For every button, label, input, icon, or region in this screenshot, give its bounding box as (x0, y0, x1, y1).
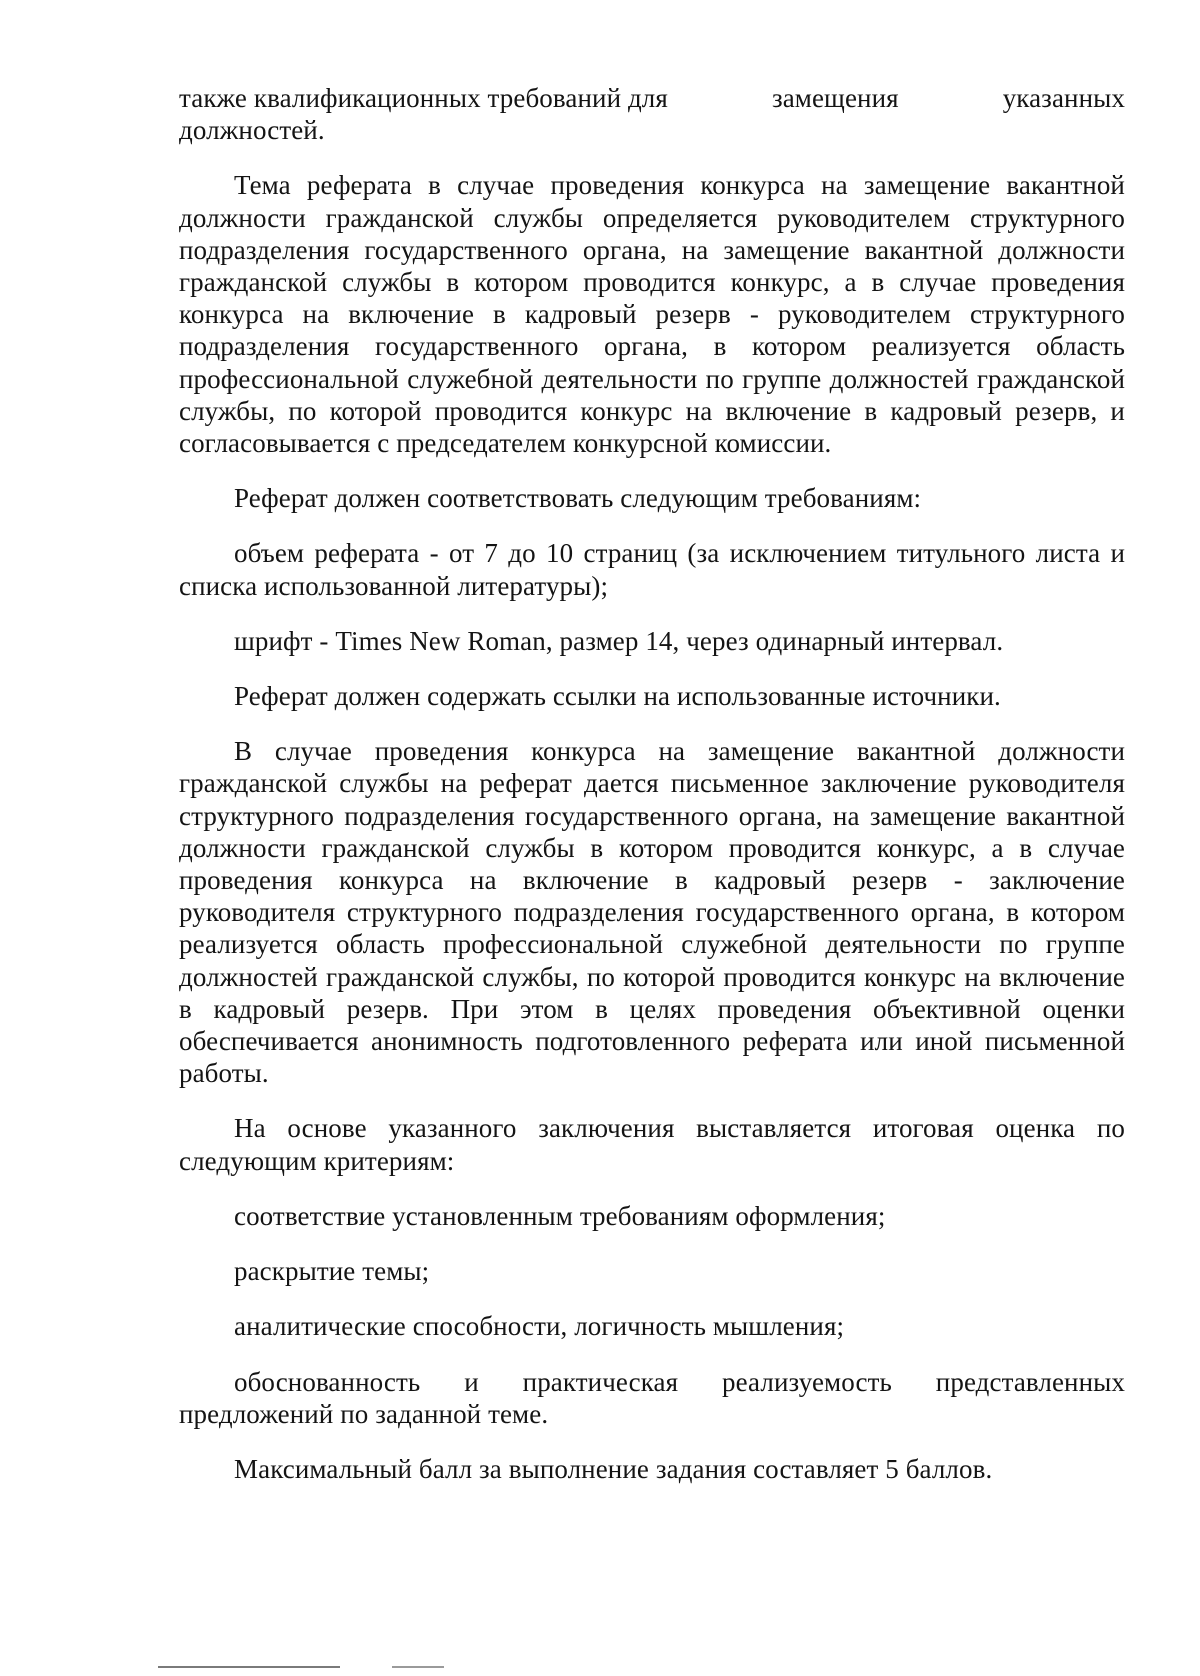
paragraph-report-topic: Тема реферата в случае проведения конкурса на замещение вакантной должности гражданской службы определяется руководителем структурного подразделения государственного органа, на замещение вакантной должности гражданской службы в котором проводится конкурс, а в случае проведения конкурса на включение в кадровый резерв - руководителем структурного подразделения государственного органа, в котором реализуется область профессиональной служебной деятельности по группе должностей гражданской службы, по которой проводится конкурс на включение в кадровый резерв, и согласовывается с председателем конкурсной комиссии. (179, 170, 1125, 459)
paragraph-criterion-analytics: аналитические способности, логичность мышления; (234, 1311, 845, 1342)
text-fragment: также квалификационных требований для (179, 83, 668, 113)
text-fragment: замещения (771, 83, 899, 113)
text-fragment: должностей. (179, 115, 325, 146)
paragraph-first-line (179, 82, 1125, 114)
paragraph-criterion-formatting: соответствие установленным требованиям оформления; (234, 1200, 886, 1231)
paragraph-references-requirement: Реферат должен содержать ссылки на использованные источники. (234, 681, 1001, 712)
document-body (179, 82, 1125, 1508)
footer-rule (158, 1666, 340, 1668)
paragraph-continuation (179, 82, 1125, 146)
paragraph-written-conclusion: В случае проведения конкурса на замещение вакантной должности гражданской службы на реферат дается письменное заключение руководителя структурного подразделения государственного органа, на замещение вакантной должности гражданской службы в котором проводится конкурс, а в случае проведения конкурса на включение в кадровый резерв - заключение руководителя структурного подразделения государственного органа, в котором реализуется область профессиональной служебной деятельности по группе должностей гражданской службы, по которой проводится конкурс на включение в кадровый резерв. При этом в целях проведения объективной оценки обеспечивается анонимность подготовленного реферата или иной письменной работы. (179, 736, 1125, 1089)
text-fragment: указанных (1002, 83, 1125, 113)
paragraph-criteria-intro: На основе указанного заключения выставляется итоговая оценка по следующим критериям: (179, 1113, 1125, 1176)
footer-rule (392, 1666, 444, 1668)
paragraph-criterion-topic: раскрытие темы; (234, 1256, 430, 1287)
paragraph-max-score: Максимальный балл за выполнение задания составляет 5 баллов. (234, 1453, 993, 1484)
paragraph-font-requirement: шрифт - Times New Roman, размер 14, через одинарный интервал. (234, 625, 1004, 656)
paragraph-criterion-feasibility: обоснованность и практическая реализуемость представленных предложений по заданной теме. (179, 1366, 1125, 1429)
paragraph-volume-requirement: объем реферата - от 7 до 10 страниц (за исключением титульного листа и списка использованной литературы); (179, 538, 1125, 601)
paragraph-requirements-intro: Реферат должен соответствовать следующим требованиям: (234, 483, 922, 514)
